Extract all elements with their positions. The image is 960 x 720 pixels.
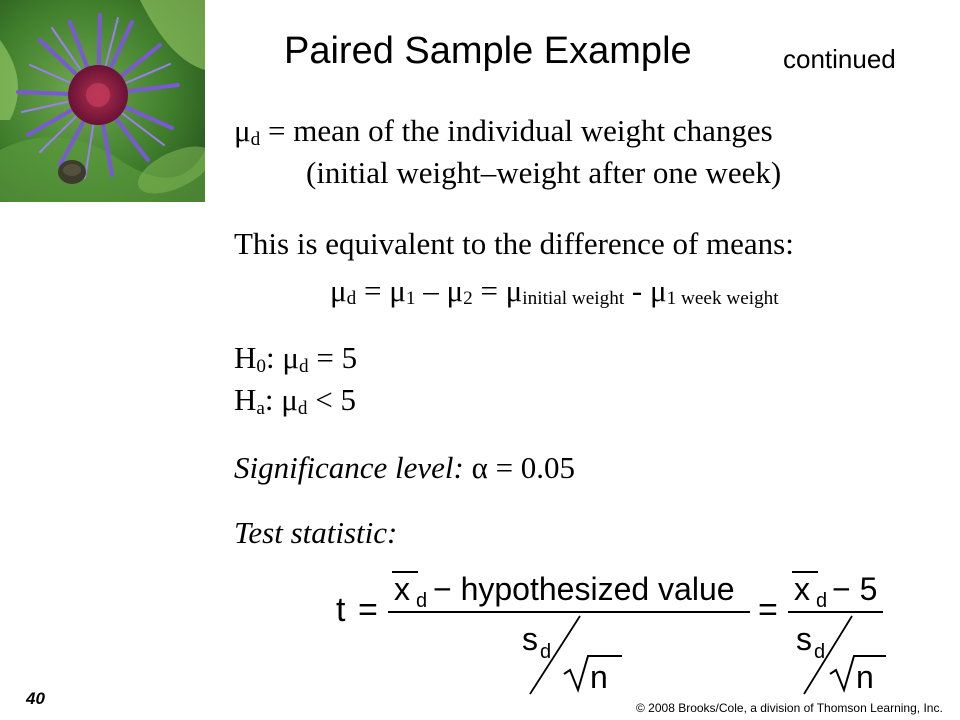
significance-value: = 0.05 (487, 450, 576, 485)
subscript-d: d (297, 398, 308, 420)
formula-equals-2: = (758, 591, 778, 629)
denominator-s-2: s (796, 621, 812, 657)
xbar-subscript-d: d (416, 590, 428, 612)
subscript-1-week-weight: 1 week weight (666, 288, 779, 310)
alpha-symbol: α (471, 450, 488, 485)
definition-text: = mean of the individual weight changes (260, 113, 773, 148)
mu-symbol: μ (446, 273, 464, 308)
formula-graphic (330, 560, 890, 700)
equation-equals: = (356, 273, 390, 308)
subscript-initial-weight: initial weight (522, 288, 625, 310)
denominator-n-2: n (856, 659, 874, 695)
flower-photo (0, 0, 205, 202)
subscript-a: a (256, 398, 265, 420)
denominator-s: s (522, 621, 538, 657)
subscript-1: 1 (405, 288, 416, 310)
significance-level (234, 452, 575, 483)
mu-symbol: μ (234, 113, 251, 148)
null-value: = 5 (308, 340, 358, 375)
denominator-subscript-d-2: d (814, 641, 826, 663)
equivalence-text: This is equivalent to the difference of means: (234, 226, 794, 261)
null-hypothesis (234, 340, 358, 378)
equation-equals: = (472, 273, 506, 308)
colon: : (264, 382, 282, 417)
test-statistic-label: Test statistic: (234, 515, 398, 550)
xbar-x: x (394, 571, 410, 607)
test-statistic-formula (330, 560, 890, 700)
subscript-d: d (346, 288, 357, 310)
equation-minus: – (415, 273, 447, 308)
mu-d-definition-line2: (initial weight–weight after one week) (306, 155, 782, 190)
formula-equals: = (358, 591, 378, 629)
subscript-2: 2 (463, 288, 473, 310)
equivalence-equation (330, 273, 779, 310)
cornflower-image (0, 0, 205, 202)
mu-symbol: μ (330, 273, 347, 308)
alternative-hypothesis (234, 382, 357, 420)
h-letter: H (234, 340, 257, 375)
mu-symbol: μ (650, 273, 667, 308)
denominator-n: n (590, 659, 608, 695)
subscript-d: d (250, 129, 261, 151)
mu-symbol: μ (505, 273, 523, 308)
colon: : (266, 340, 283, 375)
equation-dash: - (624, 273, 650, 308)
alternative-value: < 5 (307, 382, 357, 417)
slide-title: Paired Sample Example (284, 30, 692, 72)
mu-symbol: μ (281, 382, 298, 417)
slide-title-continued: continued (783, 44, 896, 74)
mu-d-definition-line1 (234, 113, 773, 151)
copyright-notice: © 2008 Brooks/Cole, a division of Thomson Learning, Inc. (636, 701, 943, 715)
mu-symbol: μ (389, 273, 406, 308)
mu-symbol: μ (282, 340, 299, 375)
xbar-subscript-d-2: d (816, 590, 828, 612)
numerator-hypothesized-value: − hypothesized value (433, 571, 735, 607)
subscript-0: 0 (256, 356, 266, 378)
subscript-d: d (299, 356, 309, 378)
xbar-x-2: x (794, 571, 810, 607)
formula-t: t (336, 591, 346, 629)
significance-label: Significance level: (234, 450, 464, 485)
page-number: 40 (26, 689, 45, 708)
numerator-minus-5: − 5 (832, 571, 878, 607)
denominator-subscript-d: d (540, 641, 552, 663)
h-letter: H (234, 382, 257, 417)
